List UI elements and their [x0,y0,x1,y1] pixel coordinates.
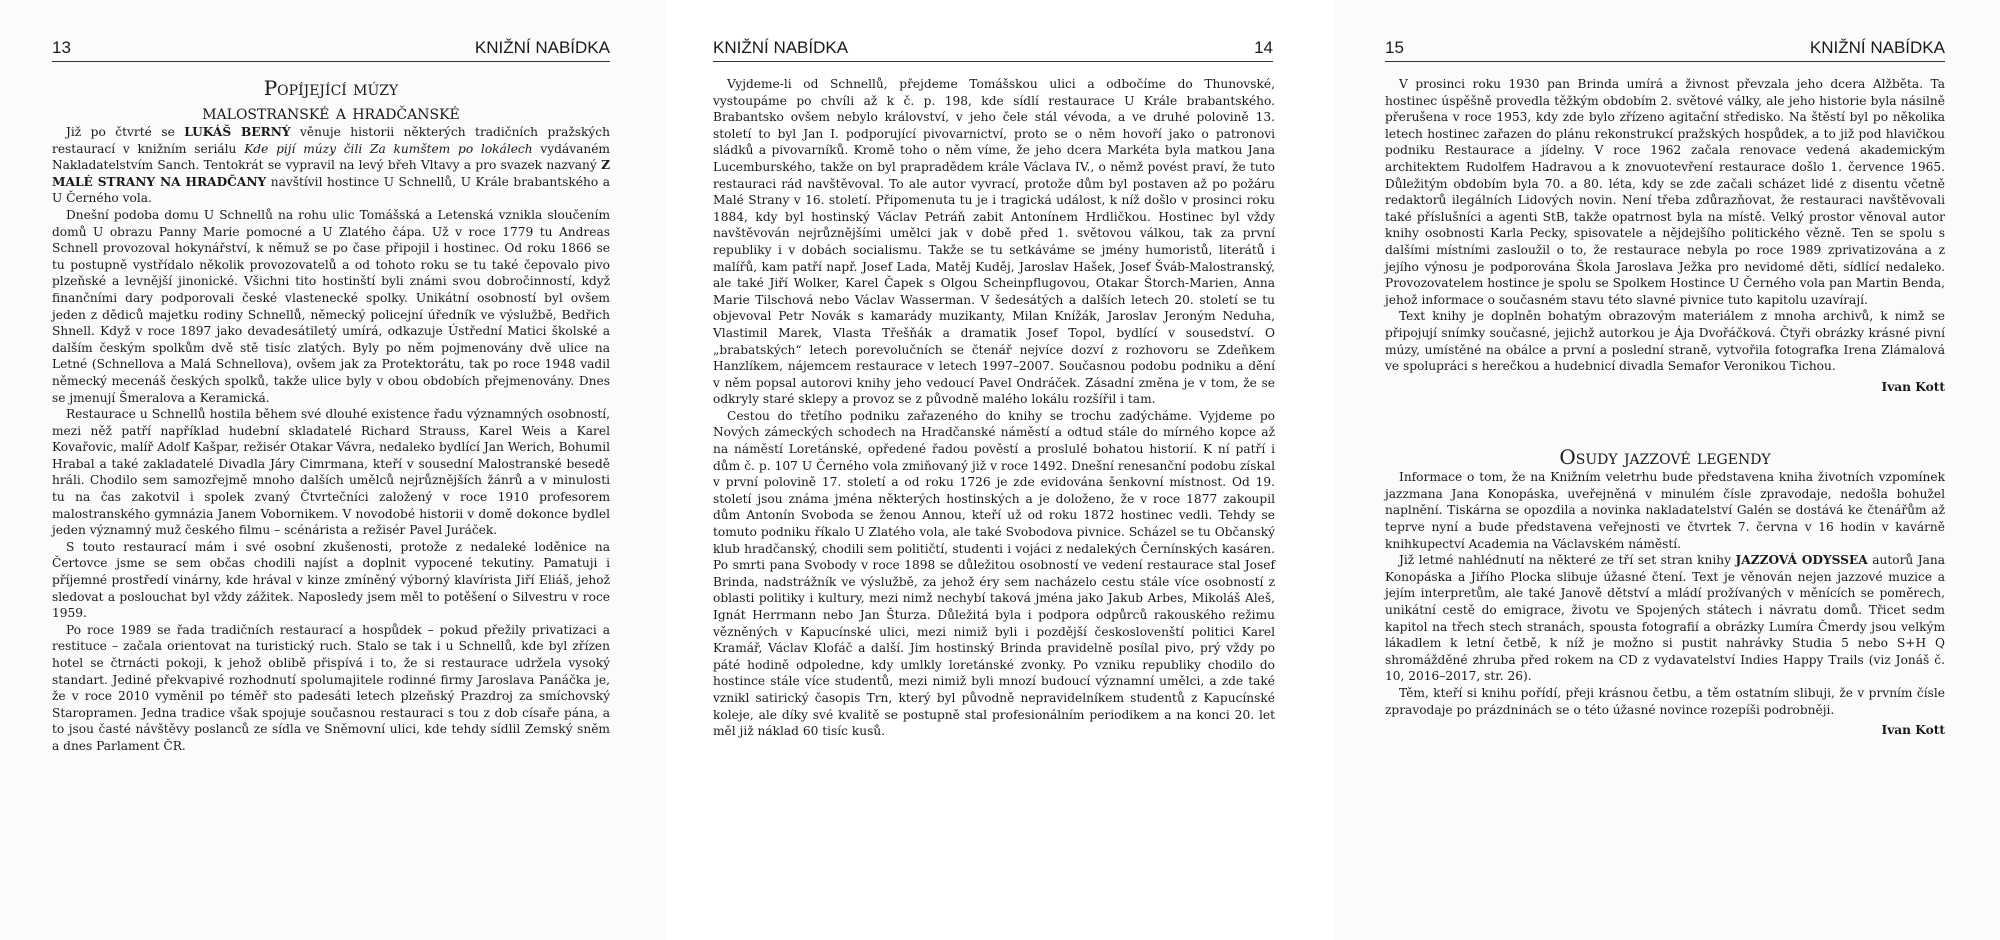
page-number: 15 [1385,38,1404,57]
volume-title: Z MALÉ STRANY NA HRADČANY [52,158,610,189]
paragraph: S touto restaurací mám i své osobní zkušenosti, protože z nedaleké loděnice na Čertovce jsme se sem občas chodili najíst a doplnit vypocené tekutiny. Pamatuji i příjemné prostředí vinárny, kde hrával v kinze zmíněný výborný klavírista Jiří Eliáš, jehož sledovat a poslouchat byl vždy zážitek. Naposledy jsem měl to potěšení o Silvestru v roce 1959. [52,539,610,621]
paragraph: Již letmé nahlédnutí na některé ze tří set stran knihy JAZZOVÁ ODYSSEA autorů Jana Konopáska a Jiřího Plocka slibuje úžasné čtení. Text je věnován nejen jazzové muzice a jejím interpretům, ale také Janově dětství a mládí prožívaných v měnících se poměrech, unikátní cestě do emigrace, životu ve Spojených státech i návratu domů. Třicet sedm kapitol na třech stech stranách, spousta fotografií a obrázky Lumíra Čmerdy jsou velkým lákadlem k letní četbě, k níž je možno si pustit nahrávky Studia 5 nebo S+H Q shromážděné zhruba před rokem na CD z vydavatelství Indies Happy Trails (viz Jonáš č. 10, 2016–2017, str. 26). [1385,553,1946,684]
series-title: Kde pijí múzy čili Za kumštem po lokálech [244,141,533,156]
paragraph: Již po čtvrté se LUKÁŠ BERNÝ věnuje historii některých tradičních pražských restaurací v knižním seriálu Kde pijí múzy čili Za kumštem po lokálech vydávaném Nakladatelstvím Sanch. Tentokrát se vypravil na levý břeh Vltavy a pro svazek nazvaný Z MALÉ STRANY NA HRADČANY navštívil hostince U Schnellů, U Krále brabantského a U Černého vola. [52,125,610,206]
page-number: 14 [1254,38,1273,57]
paragraph: Vyjdeme-li od Schnellů, přejdeme Tomášskou ulici a odbočíme do Thunovské, vystoupáme po chvíli až k č. p. 198, kde sídlí restaurace U Krále brabantského. Brabantsko ovšem nebylo království, v jeho čele stál vévoda, a ve druhé polovině 13. století to byl Jan I. podporující pivovarnictví, proto se o něm hovoří jako o patronovi sládků a pivovarníků. Kromě toho o něm víme, že jeho dcera Markéta byla matkou Jana Lucemburského, takže on byl prapradědem krále Václava IV., o němž povést praví, že tuto restauraci rád navštěvoval. To ale autor vyvrací, protože dům byl postaven až po požáru Malé Strany v 16. století. Připomenuta tu je i tragická událost, k níž došlo v prosinci roku 1884, kdy byl hostinský Václav Petráň zabit Antonínem Hrdličkou. Hostinec byl vždy navštěvován nejrůznějšími umělci jak v době před 1. světovou válkou, tak za první republiky i v dobách socialismu. Takže se tu setkáváme se jmény humoristů, literátů i malířů, kam patří např. Josef Lada, Matěj Kuděj, Jaroslav Hašek, Josef Šváb-Malostranský, ale také Jiří Wolker, Karel Čapek s Olgou Scheinpflugovou, Otakar Štorch-Marien, Anna Marie Tilschová nebo Václav Wasserman. V šedesátých a dalších letech 20. století se tu objevoval Petr Novák s kamarády muzikanty, Milan Knížák, Jaroslav Jeroným Neduha, Vlastimil Marek, Vlasta Třešňák a dramatik Josef Topol, bydlící v sousedství. O „brabatských“ letech porevolučních se čtenář nejvíce dozví z rozhovoru se Zdeňkem Hanzlíkem, nájemcem restaurace v letech 1997–2007. Současnou podobu podniku a dění v něm popsal autorovi knihy jeho vedoucí Pavel Ondráček. Zásadní změna je v tom, že se odkryly staré sklepy a provoz se z původně malého lokálu rozšířil i tam. [713,77,1275,407]
author-name: LUKÁŠ BERNÝ [184,125,291,139]
page-14 [665,0,1335,940]
book-title: JAZZOVÁ ODYSSEA [1735,553,1868,568]
paragraph: Informace o tom, že na Knižním veletrhu bude představena kniha životních vzpomínek jazzmana Jana Konopáska, uveřejněná v minulém čísle zpravodaje, nedošla bohužel naplnění. Tiskárna se opozdila a novinka nakladatelství Galén se dostává ke čtenářům až teprve nyní a bude představena veřejnosti ve čtvrtek 7. června v 16 hodin v kavárně knihkupectví Academia na Václavském náměstí. [1385,470,1945,551]
section-title: KNIŽNÍ NABÍDKA [1809,38,1945,57]
text-column [52,76,610,755]
page-15 [1335,0,2000,940]
paragraph: Text knihy je doplněn bohatým obrazovým materiálem z mnoha archivů, k nimž se připojují snímky současné, jejichž autorkou je Ája Dvořáčková. Čtyři obrázky krásné pivní múzy, umístěné na obálce a první a poslední straně, vytvořila fotografka Irena Zlámalová ve spolupráci s herečkou a hudebnicí divadla Semafor Veronikou Tichou. [1385,309,1945,374]
page-header [1385,36,1945,62]
article-title: Popíjející múzy [263,76,399,100]
page-header [713,36,1273,62]
article-title: Osudy jazzové legendy [1559,445,1771,470]
text-column [1385,76,1945,739]
paragraph: Cestou do třetího podniku zařazeného do knihy se trochu zadýcháme. Vyjdeme po Nových zámeckých schodech na Hradčanské náměstí a odtud stále do mírného kopce až na náměstí Loretánské, opředené řadou pověstí a proslulé bohatou historií. K ní patří i dům č. p. 107 U Černého vola zmiňovaný již v roce 1492. Dnešní renesanční podobu získal v první polovině 17. století a od roku 1726 je zde evidována šenkovní místnost. Od 19. století jsou známa jména některých hostinských a je doloženo, že v roce 1877 zakoupil dům Antonín Svoboda se ženou Annou, kteří už od roku 1872 hostinec vedli. Tehdy se tomuto podniku říkalo U Zlatého vola, ale také Svobodova pivnice. Scházel se tu Občanský klub hradčanský, chodili sem političtí, studenti i vojáci z nedalekých Černínských kasáren. Po smrti pana Svobody v roce 1898 se důležitou osobností ve vedení restaurace stal Josef Brinda, nadstrážník ve výslužbě, za jehož éry sem nacházelo cestu stále více osobností z oblasti politiky i kultury, mezi nimž nechybí taková jména jako Jakub Arbes, Mikoláš Aleš, Ignát Herrmann nebo Jan Šturza. Důležitá byla i podpora odpůrců rakouského režimu vězněných v Kapucínské ulici, mezi nimiž byli i pozdější českoslovenští politici Karel Kramář, Václav Klofáč a další. Jim hostinský Brinda pravidelně posílal pivo, prý vždy po páté hodině odpoledne, kdy umlkly loretánské zvonky. Po vzniku republiky chodilo do hostince stále více studentů, mezi nimiž byli mnozí budoucí významní umělci, a zde také vznikl satirický časopis Trn, který byl původně nepravidelníkem studentů z Kapucínské koleje, ale díky své kvalitě se postupně stal profesionálním periodikem a na konci 20. let měl již náklad 60 tisíc kusů. [713,408,1275,739]
section-title: KNIŽNÍ NABÍDKA [713,38,849,57]
page-13 [0,0,665,940]
paragraph: Po roce 1989 se řada tradičních restaurací a hospůdek – pokud přežily privatizaci a restituce – začala orientovat na turistický ruch. Stalo se tak i u Schnellů, kde byl zřízen hotel se čtrnácti pokoji, k jehož oblibě přispívá i to, že si restaurace udržela vysoký standart. Jediné překvapivé rozhodnutí spolumajitele rodinné firmy Jaroslava Panáčka je, že v roce 2010 vyměnil po téměř sto padesáti letech plzeňský Prazdroj za smíchovský Staropramen. Jedna tradice však spojuje současnou restauraci s tou z dob císaře pána, a to jsou časté návštěvy poslanců ze sídla ve Sněmovní ulici, kde tehdy sídlil Zemský sněm a dnes Parlament ČR. [52,622,610,753]
section-spacer [1385,395,1945,445]
paragraph: Těm, kteří si knihu pořídí, přeji krásnou četbu, a těm ostatním slibuji, že v prvním čísle zpravodaje po prázdninách se o této úžasné novince rozepíši podrobněji. [1385,686,1945,717]
section-title: KNIŽNÍ NABÍDKA [474,38,610,57]
article-author: Ivan Kott [1881,723,1945,738]
article-subtitle: malostranské a hradčanské [202,100,460,124]
page-number: 13 [52,38,71,57]
paragraph: Restaurace u Schnellů hostila během své dlouhé existence řadu významných osobností, mezi něž patří například hudební skladatelé Richard Strauss, Karel Weis a Karel Kovařovic, malíř Adolf Kašpar, režisér Otakar Vávra, nedaleko bydlící Jan Werich, Bohumil Hrabal a také zakladatelé Divadla Járy Cimrmana, kteří v sousední Malostranské besedě hráli. Chodilo sem samozřejmě mnoho dalších umělců nejrůznějších žánrů a v minulosti tu na čas zakotvil i spolek zvaný Čtvrtečníci založený v roce 1910 profesorem malostranského gymnázia Janem Vobornikem. V novodobé historii v domě dokonce bydlel jeden významný muž českého filmu – scénárista a režisér Pavel Juráček. [52,407,610,538]
page-header [52,36,610,62]
text-column [713,76,1275,740]
article-author: Ivan Kott [1881,379,1945,394]
paragraph: Dnešní podoba domu U Schnellů na rohu ulic Tomášská a Letenská vznikla sloučením domů U obrazu Panny Marie pomocné a U Zlatého čápa. Už v roce 1779 tu Andreas Schnell provozoval hokynářství, k němuž se po čase připojil i hostinec. Od roku 1866 se tu postupně vystřídalo několik provozovatelů a od tohoto roku se tu také čepovalo pivo plzeňské a levnější jinonické. Všichni tito hostinští byli známi svou dobročinností, když finančními dary podporovali české vlastenecké spolky. Unikátní osobností byl ovšem jeden z dědiců majetku rodiny Schnellů, německý policejní úředník ve výslužbě, Bedřich Shnell. Když v roce 1897 jako devadesátiletý umírá, odkazuje Ústřední Matici školské a dalším českým spolkům dvě stě tisíc zlatých. Byly po něm pojmenovány dvě ulice na Letné (Schnellova a Malá Schnellova), ovšem jak za Protektorátu, tak po roce 1948 vadil německý mecenáš českých spolků, takže ulice byly v obou obdobích přejmenovány. Dnes se jmenují Šmeralova a Keramická. [52,207,610,405]
paragraph: V prosinci roku 1930 pan Brinda umírá a živnost převzala jeho dcera Alžběta. Ta hostinec úspěšně provedla těžkým obdobím 2. světové války, ale jeho historie byla násilně přerušena v roce 1953, kdy zde bylo zřízeno agitační středisko. Na štěstí byl po několika letech hostinec zařazen do plánu rekonstrukcí pražských hospůdek, a to již pod hlavičkou podniku Restaurace a jídelny. V roce 1962 začala renovace vedená akademickým architektem Rudolfem Hadravou a k znovuotevření restaurace došlo 1. července 1965. Důležitým obdobím byla 70. a 80. léta, kdy se zde začali scházet lidé z disentu včetně redaktorů ilegálních Lidových novin. Není třeba zdůrazňovat, že restauraci navštěvovali také příslušníci a agenti StB, takže opatrnost byla na místě. Velký prostor věnoval autor knihy osobnosti Karla Pecky, spisovatele a nějdejšího politického vězně. Ten se spolu s dalšími místními zasloužil o to, že restaurace nebyla po roce 1989 zprivatizována a z jejího výnosu je podporována Škola Jaroslava Ježka pro nevidomé děti, sídlící nedaleko. Provozovatelem hostince je spolu se Spolkem Hostince U Černého vola pan Martin Benda, jehož informace o současném stavu této slavné pivnice tuto kapitolu uzavírají. [1385,77,1945,307]
